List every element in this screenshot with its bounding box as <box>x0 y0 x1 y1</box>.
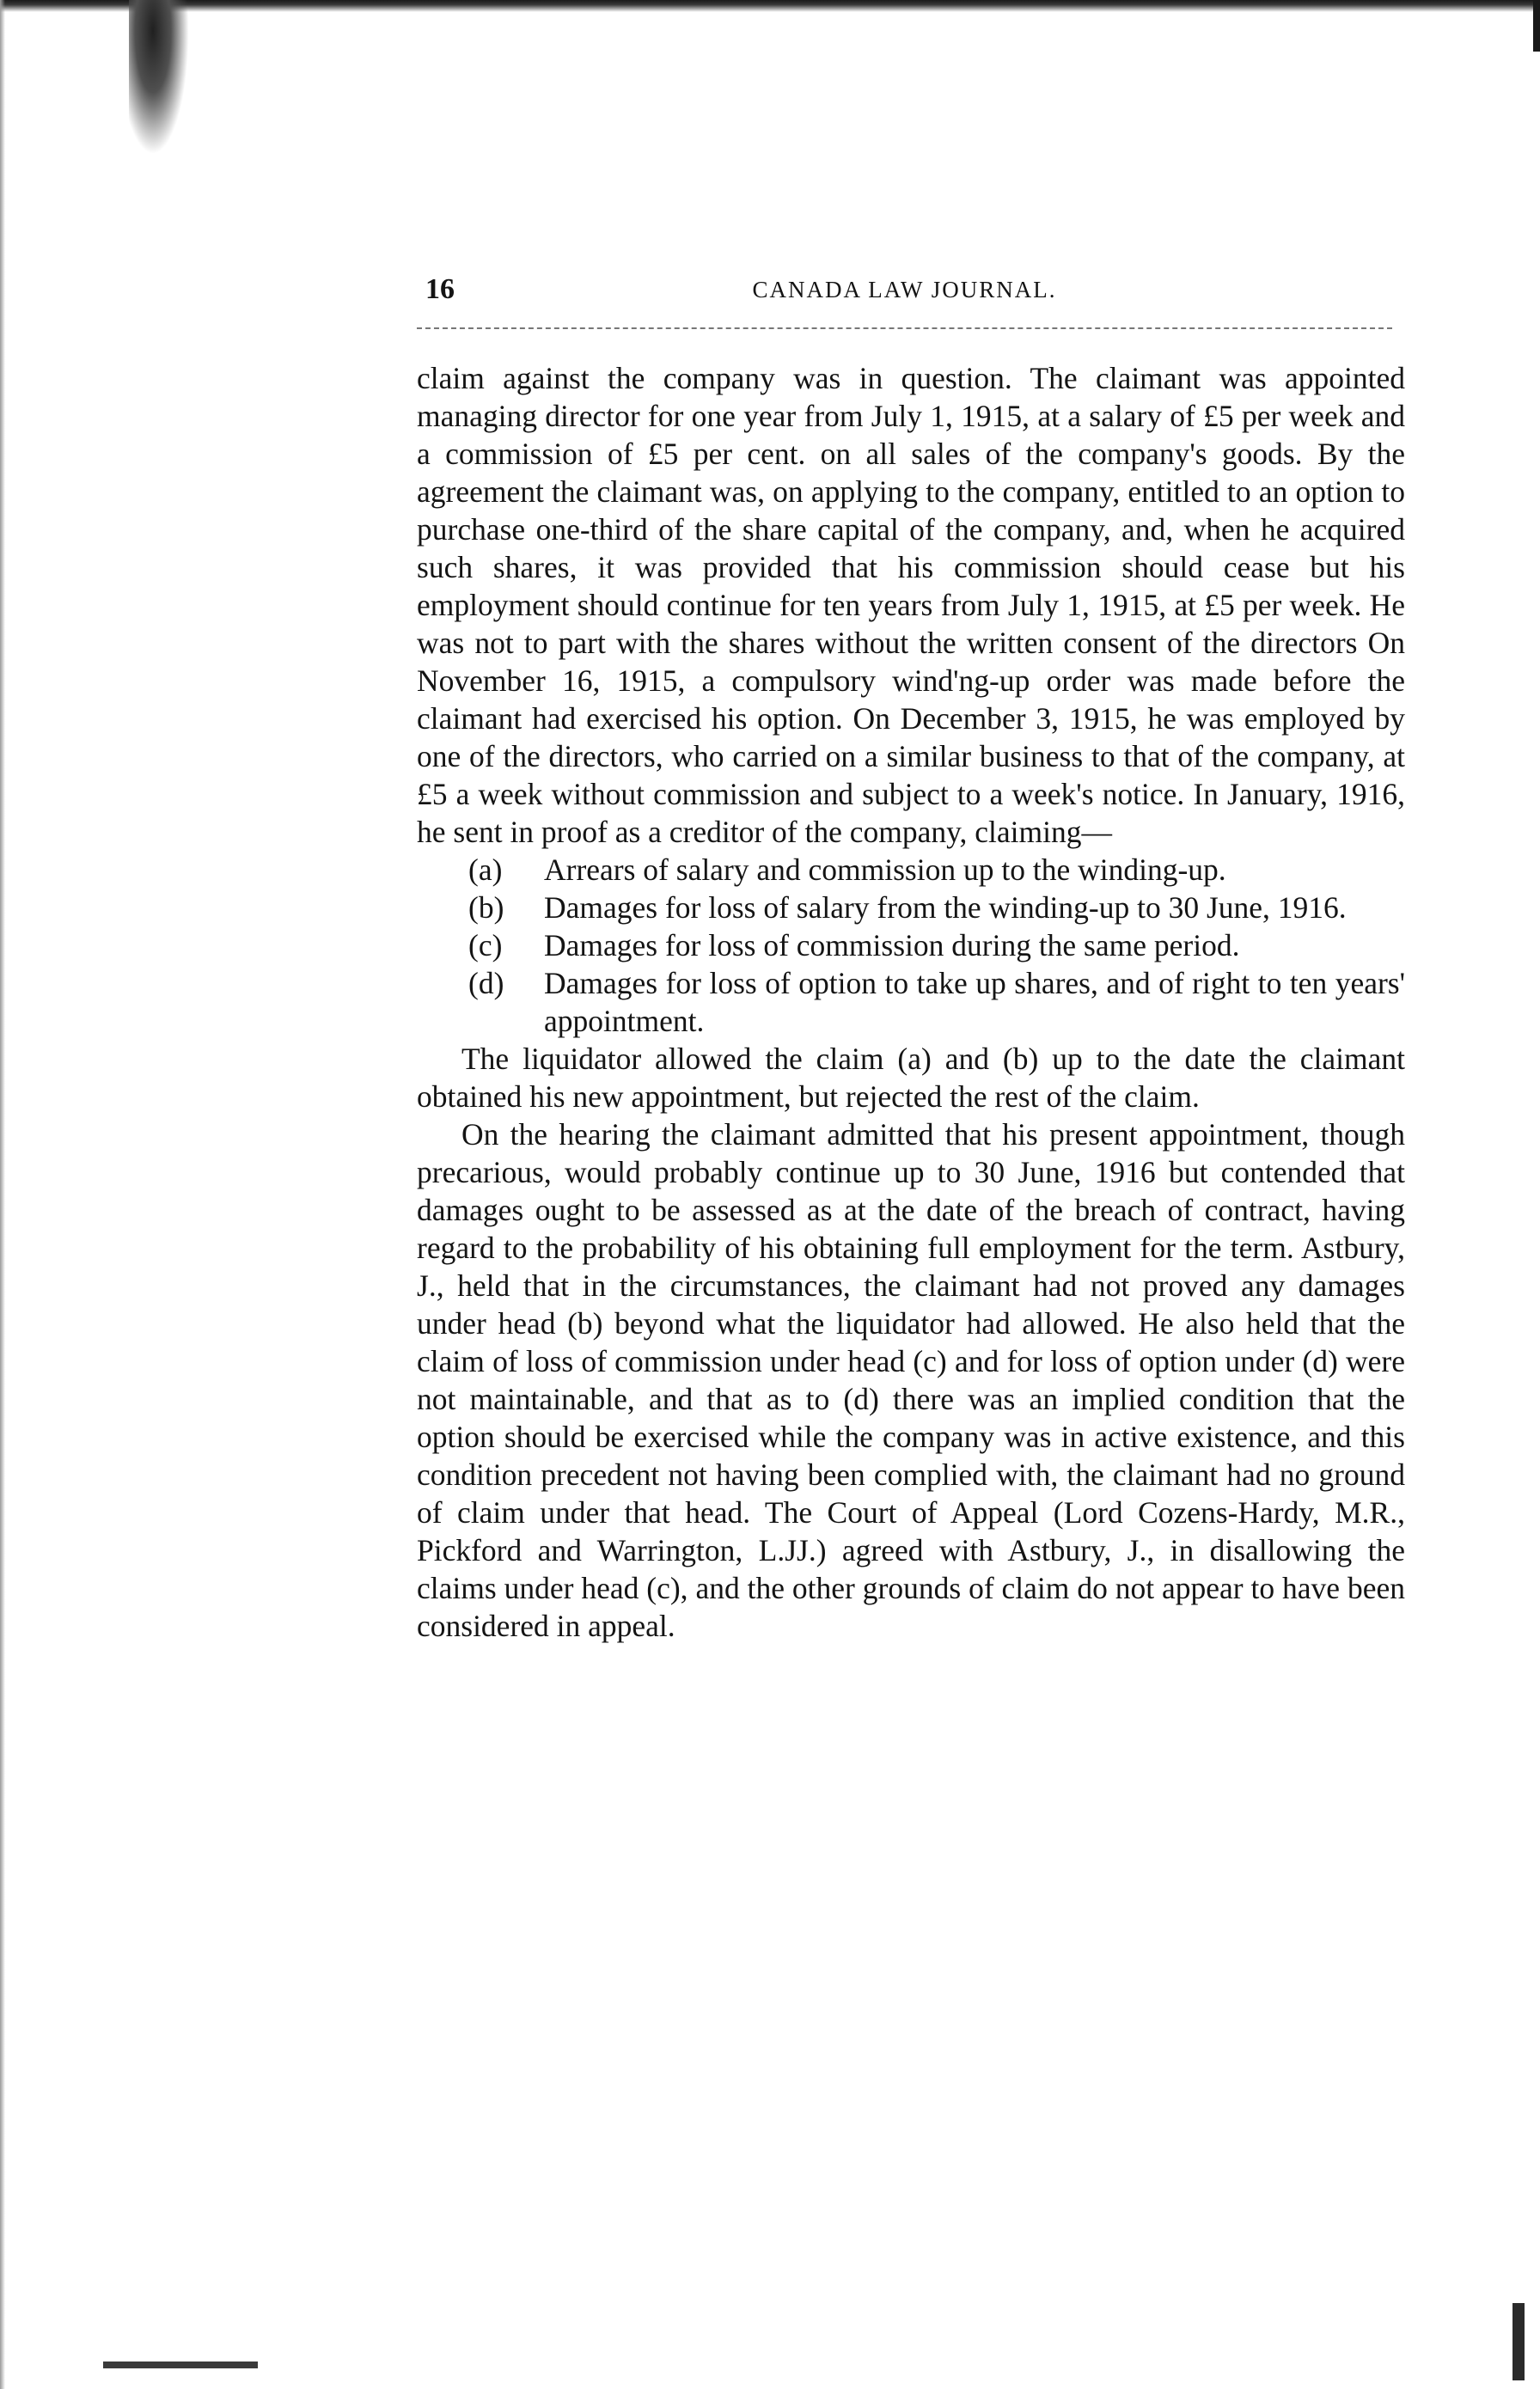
paragraph-opening: claim against the company was in question. The claimant was appointed managing director for one year from July 1, 1915, at a salary of £5 per week and a commission of £5 per cent. on all sales of the company's goods. By the agreement the claimant was, on applying to the company, entitled to an option to purchase one-third of the share capital of the company, and, when he acquired such shares, it was provided that his commission should cease but his employment should continue for ten years from July 1, 1915, at £5 per week. He was not to part with the shares without the written consent of the directors On November 16, 1915, a compulsory wind'ng-up order was made before the claimant had exercised his option. On December 3, 1915, he was employed by one of the directors, who carried on a similar business to that of the company, at £5 a week without commission and subject to a week's notice. In January, 1916, he sent in proof as a creditor of the company, claiming— <box>417 361 1405 849</box>
header-rule <box>417 327 1392 329</box>
paragraph-liquidator: The liquidator allowed the claim (a) and (b) up to the date the claimant obtained his new appointment, but rejected the rest of the claim. <box>417 1042 1405 1114</box>
claim-item <box>417 926 1405 964</box>
scan-edge-right <box>1533 0 1540 52</box>
claim-marker: (d) <box>468 966 504 1000</box>
claim-text: Arrears of salary and commission up to the winding-up. <box>544 852 1226 887</box>
running-title: CANADA LAW JOURNAL. <box>752 277 1057 302</box>
claim-marker: (a) <box>468 852 503 887</box>
scan-edge-left <box>0 0 5 2389</box>
scan-edge-top <box>0 0 1540 12</box>
claim-marker: (b) <box>468 890 504 925</box>
claim-item <box>417 851 1405 889</box>
claim-item <box>417 964 1405 1040</box>
claim-item <box>417 889 1405 926</box>
claim-text: Damages for loss of commission during the same period. <box>544 928 1240 962</box>
page-number: 16 <box>425 273 455 305</box>
scan-mark-bottom-right <box>1512 2303 1525 2380</box>
claims-list <box>417 851 1405 1040</box>
article-body <box>417 359 1405 1645</box>
scan-mark-bottom-left <box>103 2362 258 2368</box>
paragraph-hearing: On the hearing the claimant admitted that his present appointment, though precarious, would probably continue up to 30 June, 1916 but contended that damages ought to be assessed as at the date of the breach of contract, having regard to the probability of his obtaining full employment for the term. Astbury, J., held that in the circumstances, the claimant had not proved any damages under head (b) beyond what the liquidator had allowed. He also held that the claim of loss of commission under head (c) and for loss of option under (d) were not maintainable, and that as to (d) there was an implied condition that the option should be exercised while the company was in active existence, and this condition precedent not having been complied with, the claimant had no ground of claim under that head. The Court of Appeal (Lord Cozens-Hardy, M.R., Pickford and Warrington, L.JJ.) agreed with Astbury, J., in disallowing the claims under head (c), and the other grounds of claim do not appear to have been considered in appeal. <box>417 1117 1405 1643</box>
scan-blot <box>129 0 189 155</box>
claim-text: Damages for loss of salary from the winding-up to 30 June, 1916. <box>544 890 1347 925</box>
claim-text: Damages for loss of option to take up shares, and of right to ten years' appointment. <box>544 966 1405 1038</box>
claim-marker: (c) <box>468 928 503 962</box>
running-header <box>417 273 1392 316</box>
